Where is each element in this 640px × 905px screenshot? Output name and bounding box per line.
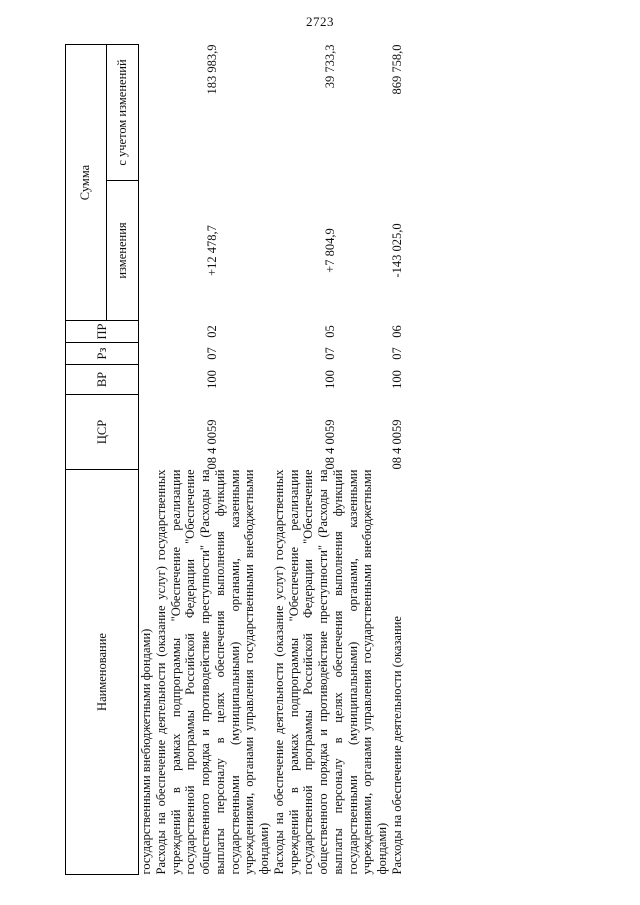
row-vr: 100 [205,370,220,389]
header-csr: ЦСР [66,395,139,470]
row-csr: 08 4 0059 [323,419,338,470]
row-total: 183 983,9 [205,44,220,95]
table-row [272,45,390,875]
row-change: -143 025,0 [389,223,404,278]
table-row [390,45,405,875]
row-csr [139,395,154,470]
row-name: Расходы на обеспечение деятельности (оказание [389,616,404,875]
header-rz: Рз [66,343,139,365]
header-change: изменения [106,181,138,321]
row-total: 39 733,3 [323,44,338,89]
row-change: +12 478,7 [205,225,220,276]
header-vr: ВР [66,365,139,395]
row-pr [139,321,154,343]
row-name: Расходы на обеспечение деятельности (оказание услуг) государственных учреждений в рамках подпрограммы "Обеспечение реализации государственной программы Российской Федерации "Обеспечение общественного порядка и противодействие преступности" (Расходы на выплаты персоналу в целях обеспечения выполнения функций государственными (муниципальными) органами, казенными учреждениями, органами управления государственными внебюджетными фондами) [271,469,389,875]
header-name: Наименование [66,470,139,875]
row-csr: 08 4 0059 [205,419,220,470]
row-pr: 05 [323,325,338,338]
table-header [66,45,139,875]
table-body [139,45,405,875]
row-total: 869 758,0 [389,44,404,95]
row-vr: 100 [323,370,338,389]
rotated-page-content [65,45,565,875]
row-vr: 100 [389,370,404,389]
table-row [154,45,272,875]
header-sum: Сумма [66,45,107,321]
row-pr: 02 [205,325,220,338]
row-rz: 07 [323,347,338,360]
table-row [139,45,154,875]
row-vr [139,365,154,395]
row-name: Расходы на обеспечение деятельности (оказание услуг) государственных учреждений в рамках подпрограммы "Обеспечение реализации государственной программы Российской Федерации "Обеспечение общественного порядка и противодействие преступности" (Расходы на выплаты персоналу в целях обеспечения выполнения функций государственными (муниципальными) органами, казенными учреждениями, органами управления государственными внебюджетными фондами) [153,469,271,875]
row-name: государственными внебюджетными фондами) [139,628,153,875]
page-number: 2723 [306,14,334,29]
row-total [139,45,154,181]
budget-table [65,44,405,875]
row-rz: 07 [389,347,404,360]
header-with-changes: с учетом изменений [106,45,138,181]
row-pr: 06 [389,325,404,338]
header-pr: ПР [66,321,139,343]
row-csr: 08 4 0059 [389,419,404,470]
row-rz [139,343,154,365]
row-change [139,181,154,321]
row-change: +7 804,9 [323,228,338,273]
row-rz: 07 [205,347,220,360]
